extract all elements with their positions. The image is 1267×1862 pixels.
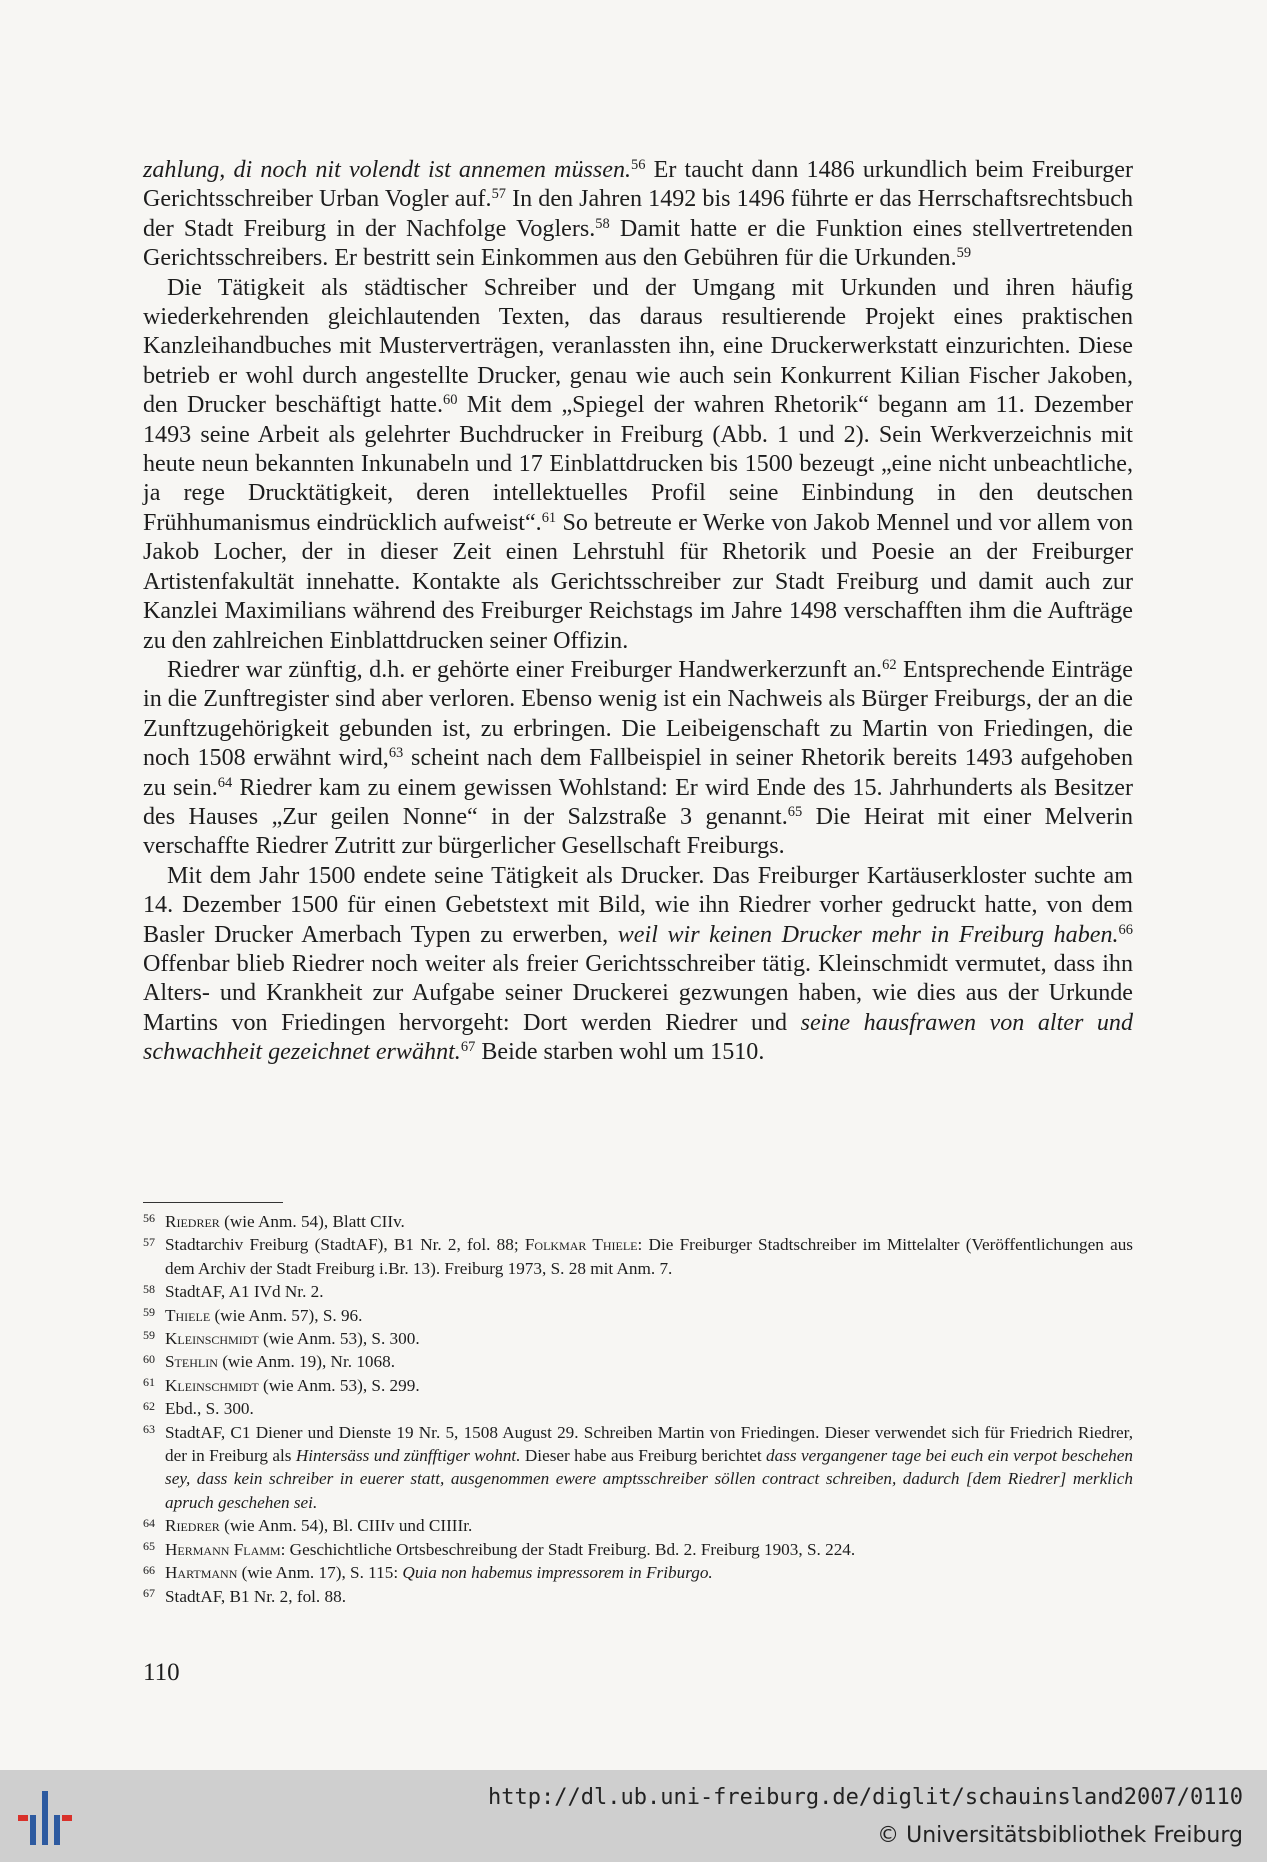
footnote: 59 Thiele (wie Anm. 57), S. 96. bbox=[143, 1305, 363, 1325]
footnote-ref: 66 bbox=[1118, 921, 1133, 938]
footnote-number: 62 bbox=[143, 1398, 156, 1413]
footnote-ref: 57 bbox=[491, 186, 507, 203]
footnote-number: 63 bbox=[143, 1422, 156, 1437]
footnote-ref: 64 bbox=[217, 774, 233, 791]
paragraph-3: Riedrer war zünftig, d.h. er gehörte einer Freiburger Handwerkerzunft an.$^{62}$ Entsprechende Einträge in die Zunftregister sind aber verloren. Ebenso wenig ist ein Nachweis als Bürger Freiburgs, der an die Zunftzugehörigkeit gebunden ist, zu erbringen. Die Leibeigenschaft zu Martin von Friedingen, die noch 1508 erwähnt wird,$^{63}$ scheint nach dem Fallbeispiel in seiner Rhetorik bereits 1493 aufgehoben zu sein.$^{64}$ Riedrer kam zu einem gewissen Wohlstand: Er wird Ende des 15. Jahrhunderts als Besitzer des Hauses „Zur geilen Nonne“ in der Salzstraße 3 genannt.$^{65}$ Die Heirat mit einer Melverin verschaffte Riedrer Zutritt zur bürgerlicher Gesellschaft Freiburgs. bbox=[143, 656, 1134, 860]
footnote-ref: 56 bbox=[631, 157, 646, 174]
footnote-number: 64 bbox=[143, 1515, 156, 1530]
footnote-number: 61 bbox=[143, 1375, 156, 1390]
footnote: 59 Kleinschmidt (wie Anm. 53), S. 300. bbox=[143, 1328, 420, 1349]
footnote-ref: 60 bbox=[443, 392, 458, 409]
footnote-number: 67 bbox=[143, 1585, 156, 1600]
footer-url-link[interactable]: http://dl.ub.uni-freiburg.de/diglit/schauinsland2007/0110 bbox=[488, 1785, 1243, 1810]
footer-copyright: © Universitätsbibliothek Freiburg bbox=[877, 1823, 1243, 1848]
footnote: 56 Riedrer (wie Anm. 54), Blatt CIIv. bbox=[143, 1211, 405, 1231]
footnote-number: 60 bbox=[143, 1351, 156, 1366]
footnote: 60 Stehlin (wie Anm. 19), Nr. 1068. bbox=[143, 1351, 396, 1372]
footnote: 67 StadtAF, B1 Nr. 2, fol. 88. bbox=[143, 1585, 347, 1606]
footnote-ref: 63 bbox=[388, 745, 404, 762]
footnote-ref: 61 bbox=[541, 509, 557, 526]
footnote-number: 65 bbox=[143, 1539, 156, 1554]
paragraph-4: Mit dem Jahr 1500 endete seine Tätigkeit als Drucker. Das Freiburger Kartäuserkloster suchte am 14. Dezember 1500 für einen Gebetstext mit Bild, wie ihn Riedrer vorher gedruckt hatte, von dem Basler Drucker Amerbach Typen zu erwerben, weil wir keinen Drucker mehr in Freiburg haben.$^{66}$ Offenbar blieb Riedrer noch weiter als freier Gerichtsschreiber tätig. Kleinschmidt vermutet, dass ihn Alters- und Krankheit zur Aufgabe seiner Druckerei gezwungen haben, wie dies aus der Urkunde Martins von Friedingen hervorgeht: Dort werden Riedrer und seine hausfrawen von alter und schwachheit gezeichnet erwähnt.$^{67}$ Beide starben wohl um 1510. bbox=[143, 862, 1133, 1066]
italic-quote: zahlung, di noch nit volendt ist annemen müssen. bbox=[143, 157, 632, 183]
paragraph-1: zahlung, di noch nit volendt ist annemen müssen.$^{56}$ Er taucht dann 1486 urkundlich beim Freiburger Gerichtsschreiber Urban Vogler auf.$^{57}$ In den Jahren 1492 bis 1496 führte er das Herrschaftsrechtsbuch der Stadt Freiburg in der Nachfolge Voglers.$^{58}$ Damit hatte er die Funktion eines stellvertretenden Gerichtsschreibers. Er bestritt sein Einkommen aus den Gebühren für die Urkunden.$^{59}$ bbox=[143, 157, 1133, 272]
footnote: 57 Stadtarchiv Freiburg (StadtAF), B1 Nr. 2, fol. 88; Folkmar Thiele: Die Freiburger Stadtschreiber im Mittelalter (Veröffentlichungen aus dem Archiv der Stadt Freiburg i.Br. 13). Freiburg 1973, S. 28 mit Anm. 7. bbox=[143, 1234, 1133, 1278]
footnote-number: 58 bbox=[143, 1281, 156, 1296]
footnotes bbox=[143, 1210, 1133, 1608]
footnote-ref: 67 bbox=[460, 1039, 476, 1056]
ub-freiburg-logo-icon[interactable] bbox=[12, 1785, 82, 1851]
footnote-ref: 59 bbox=[956, 245, 972, 262]
footnote-ref: 62 bbox=[882, 656, 897, 673]
footnote-number: 59 bbox=[143, 1328, 156, 1343]
footnote: 62 Ebd., S. 300. bbox=[143, 1398, 254, 1419]
footnote-number: 66 bbox=[143, 1562, 156, 1577]
footnote: 66 Hartmann (wie Anm. 17), S. 115: Quia non habemus impressorem in Friburgo. bbox=[143, 1562, 713, 1583]
footnote: 64 Riedrer (wie Anm. 54), Bl. CIIIv und CIIIIr. bbox=[143, 1515, 473, 1536]
italic-quote: weil wir keinen Drucker mehr in Freiburg haben. bbox=[617, 921, 1119, 948]
footnote-number: 57 bbox=[143, 1234, 156, 1249]
footnote-ref: 65 bbox=[787, 804, 803, 820]
italic-quote: seine hausfrawen von alter und schwachheit gezeichnet erwähnt. bbox=[143, 1009, 1133, 1066]
footnote: 65 Hermann Flamm: Geschichtliche Ortsbeschreibung der Stadt Freiburg. Bd. 2. Freiburg 1903, S. 224. bbox=[143, 1539, 856, 1559]
footnote-number: 59 bbox=[143, 1305, 156, 1320]
footnote-number: 56 bbox=[143, 1211, 156, 1226]
body-text bbox=[143, 156, 1133, 1068]
footnote-divider bbox=[143, 1202, 283, 1203]
footnote: 63 StadtAF, C1 Diener und Dienste 19 Nr. 5, 1508 August 29. Schreiben Martin von Friedingen. Dieser verwendet sich für Friedrich Riedrer, der in Freiburg als Hintersäss und zünfftiger wohnt. Dieser habe aus Freiburg berichtet dass vergangener tage bei euch ein verpot beschehen sey, dass kein schreiber in euerer statt, ausgenommen ewere amptsschreiber söllen contract schreiben, dadurch [dem Riedrer] merklich apruch geschehen sei. bbox=[143, 1422, 1133, 1512]
footnote: 58 StadtAF, A1 IVd Nr. 2. bbox=[143, 1281, 324, 1302]
paragraph-2: Die Tätigkeit als städtischer Schreiber und der Umgang mit Urkunden und ihren häufig wiederkehrenden gleichlautenden Texten, das daraus resultierende Projekt eines praktischen Kanzleihandbuches mit Musterverträgen, veranlassten ihn, eine Druckerwerkstatt einzurichten. Diese betrieb er wohl durch angestellte Drucker, genau wie auch sein Konkurrent Kilian Fischer Jakoben, den Drucker beschäftigt hatte.$^{60}$ Mit dem „Spiegel der wahren Rhetorik“ begann am 11. Dezember 1493 seine Arbeit als gelehrter Buchdrucker in Freiburg (Abb. 1 und 2). Sein Werkverzeichnis mit heute neun bekannten Inkunabeln und 17 Einblattdrucken bis 1500 bezeugt „eine nicht unbeachtliche, ja rege Drucktätigkeit, deren intellektuelles Profil seine Einbindung in den deutschen Frühhumanismus eindrücklich aufweist“.$^{61}$ So betreute er Werke von Jakob Mennel und vor allem von Jakob Locher, der in dieser Zeit einen Lehrstuhl für Rhetorik und Poesie an der Freiburger Artistenfakultät innehatte. Kontakte als Gerichtsschreiber zur Stadt Freiburg und damit auch zur Kanzlei Maximilians während des Freiburger Reichstags im Jahre 1498 verschafften ihm die Aufträge zu den zahlreichen Einblattdrucken seiner Offizin. bbox=[143, 274, 1134, 654]
footnote-ref: 58 bbox=[595, 215, 610, 232]
page-number: 110 bbox=[143, 1659, 180, 1686]
footnote: 61 Kleinschmidt (wie Anm. 53), S. 299. bbox=[143, 1375, 420, 1395]
